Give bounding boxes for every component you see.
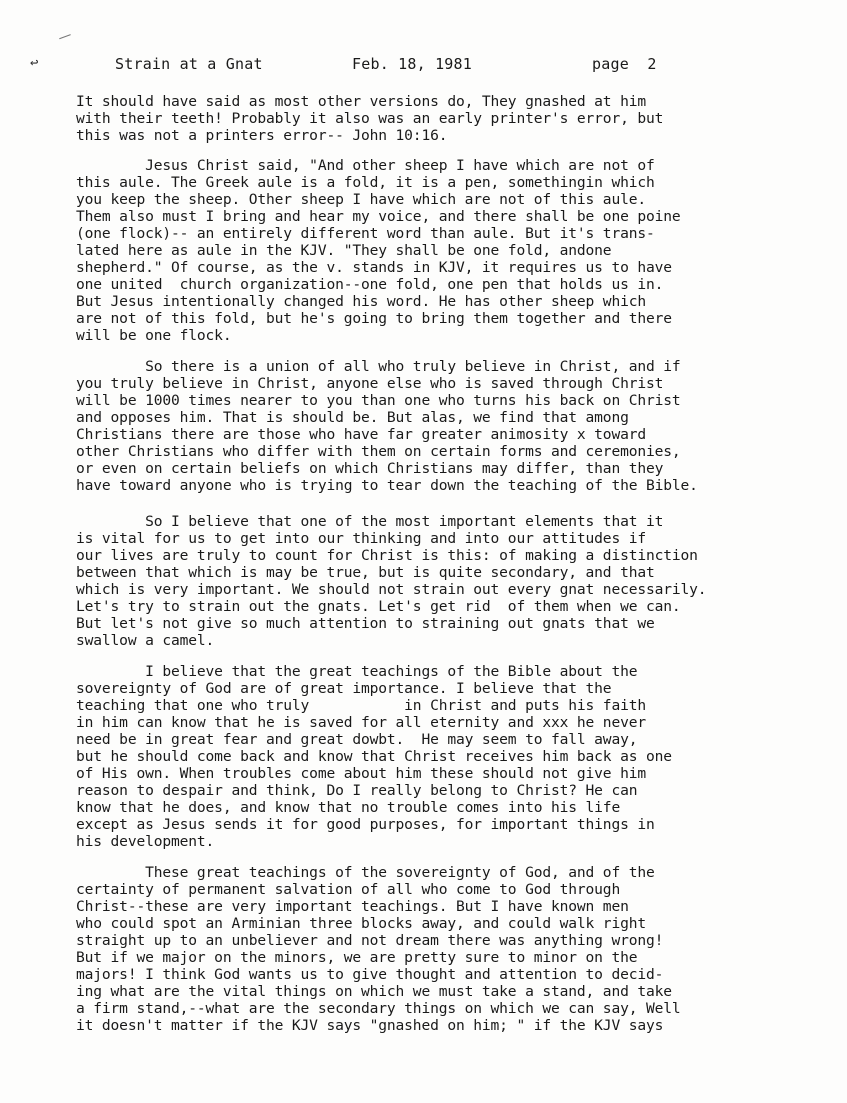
stray-pen-mark bbox=[59, 34, 73, 45]
text-line: swallow a camel. bbox=[76, 632, 215, 649]
text-line: except as Jesus sends it for good purposes, for important things in bbox=[76, 816, 655, 833]
text-line: and opposes him. That is should be. But alas, we find that among bbox=[76, 409, 629, 426]
text-line: reason to despair and think, Do I really belong to Christ? He can bbox=[76, 782, 638, 799]
text-line: you truly believe in Christ, anyone else who is saved through Christ bbox=[76, 375, 664, 392]
text-line: So there is a union of all who truly believe in Christ, and if bbox=[76, 358, 681, 375]
text-line: but he should come back and know that Christ receives him back as one bbox=[76, 748, 672, 765]
text-line: or even on certain beliefs on which Christians may differ, than they bbox=[76, 460, 664, 477]
text-line: teaching that one who truly in Christ and puts his faith bbox=[76, 697, 646, 714]
text-line: Them also must I bring and hear my voice, and there shall be one poine bbox=[76, 208, 681, 225]
text-line: in him can know that he is saved for all eternity and xxx he never bbox=[76, 714, 646, 731]
header-page-number: page 2 bbox=[592, 55, 657, 73]
text-line: one united church organization--one fold, one pen that holds us in. bbox=[76, 276, 664, 293]
text-line: certainty of permanent salvation of all who come to God through bbox=[76, 881, 621, 898]
text-line: I believe that the great teachings of the Bible about the bbox=[76, 663, 638, 680]
text-line: of His own. When troubles come about him these should not give him bbox=[76, 765, 646, 782]
text-line: Jesus Christ said, "And other sheep I have which are not of bbox=[76, 157, 655, 174]
text-line: straight up to an unbeliever and not dream there was anything wrong! bbox=[76, 932, 664, 949]
header-title: Strain at a Gnat bbox=[115, 55, 263, 73]
text-line: But Jesus intentionally changed his word. He has other sheep which bbox=[76, 293, 646, 310]
text-line: other Christians who differ with them on certain forms and ceremonies, bbox=[76, 443, 681, 460]
text-line: But let's not give so much attention to straining out gnats that we bbox=[76, 615, 655, 632]
text-line: It should have said as most other versions do, They gnashed at him bbox=[76, 93, 646, 110]
text-line: sovereignty of God are of great importance. I believe that the bbox=[76, 680, 612, 697]
text-line: know that he does, and know that no trouble comes into his life bbox=[76, 799, 621, 816]
text-line: ing what are the vital things on which we must take a stand, and take bbox=[76, 983, 672, 1000]
text-line: Let's try to strain out the gnats. Let's get rid of them when we can. bbox=[76, 598, 681, 615]
header-date: Feb. 18, 1981 bbox=[352, 55, 472, 73]
text-line: with their teeth! Probably it also was an early printer's error, but bbox=[76, 110, 664, 127]
page-header bbox=[0, 55, 847, 77]
text-line: These great teachings of the sovereignty of God, and of the bbox=[76, 864, 655, 881]
text-line: Christians there are those who have far greater animosity x toward bbox=[76, 426, 646, 443]
text-line: is vital for us to get into our thinking and into our attitudes if bbox=[76, 530, 646, 547]
text-line: majors! I think God wants us to give thought and attention to decid- bbox=[76, 966, 664, 983]
text-line: you keep the sheep. Other sheep I have which are not of this aule. bbox=[76, 191, 646, 208]
text-line: who could spot an Arminian three blocks away, and could walk right bbox=[76, 915, 646, 932]
text-line: But if we major on the minors, we are pretty sure to minor on the bbox=[76, 949, 638, 966]
text-line: it doesn't matter if the KJV says "gnashed on him; " if the KJV says bbox=[76, 1017, 664, 1034]
text-line: (one flock)-- an entirely different word than aule. But it's trans- bbox=[76, 225, 655, 242]
margin-tick-mark: ↩ bbox=[30, 55, 39, 71]
text-line: this aule. The Greek aule is a fold, it is a pen, somethingin which bbox=[76, 174, 655, 191]
text-line: have toward anyone who is trying to tear down the teaching of the Bible. bbox=[76, 477, 698, 494]
text-line: lated here as aule in the KJV. "They shall be one fold, andone bbox=[76, 242, 612, 259]
text-line: So I believe that one of the most important elements that it bbox=[76, 513, 664, 530]
text-line: will be 1000 times nearer to you than one who turns his back on Christ bbox=[76, 392, 681, 409]
text-line: between that which is may be true, but is quite secondary, and that bbox=[76, 564, 655, 581]
text-line: will be one flock. bbox=[76, 327, 232, 344]
text-line: shepherd." Of course, as the v. stands in KJV, it requires us to have bbox=[76, 259, 672, 276]
text-line: our lives are truly to count for Christ is this: of making a distinction bbox=[76, 547, 698, 564]
text-line: a firm stand,--what are the secondary things on which we can say, Well bbox=[76, 1000, 681, 1017]
text-line: his development. bbox=[76, 833, 215, 850]
text-line: need be in great fear and great dowbt. He may seem to fall away, bbox=[76, 731, 638, 748]
text-line: which is very important. We should not strain out every gnat necessarily. bbox=[76, 581, 707, 598]
text-line: this was not a printers error-- John 10:16. bbox=[76, 127, 448, 144]
text-line: Christ--these are very important teachings. But I have known men bbox=[76, 898, 629, 915]
text-line: are not of this fold, but he's going to bring them together and there bbox=[76, 310, 672, 327]
